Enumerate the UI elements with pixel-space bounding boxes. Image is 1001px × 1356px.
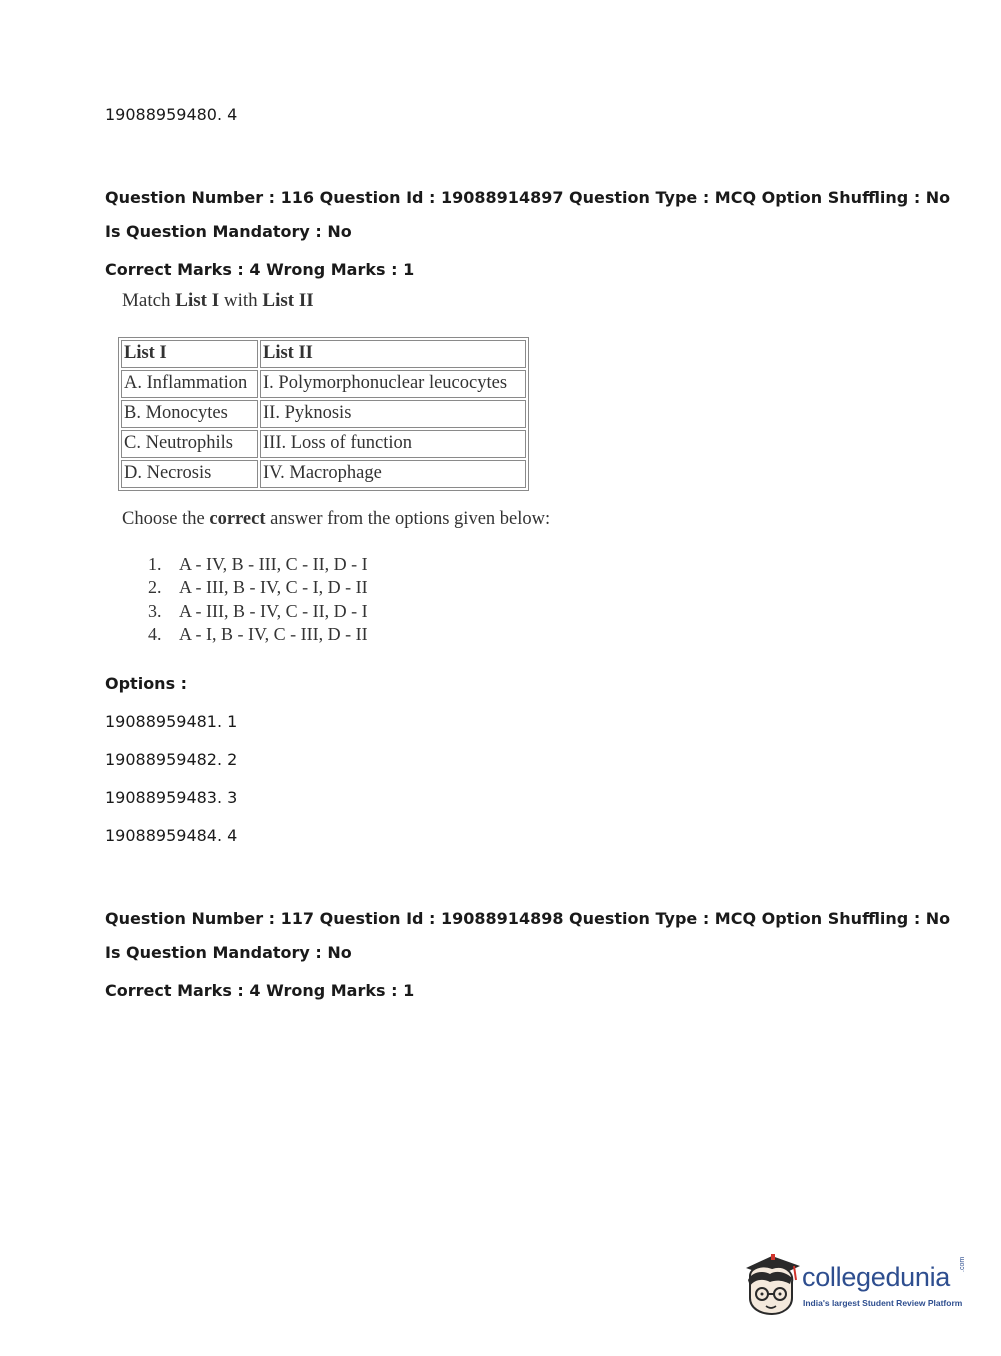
table-cell: B. Monocytes (121, 400, 258, 428)
question-image (118, 288, 598, 648)
answer-item: 4. A - I, B - IV, C - III, D - II (148, 623, 368, 644)
logo-brand: collegedunia (802, 1262, 951, 1292)
table-cell: I. Polymorphonuclear leucocytes (260, 370, 526, 398)
q116-marks: Correct Marks : 4 Wrong Marks : 1 (105, 260, 415, 279)
table-header-cell: List II (260, 340, 526, 368)
q116-header: Question Number : 116 Question Id : 19088914897 Question Type : MCQ Option Shuffling : No (105, 188, 951, 207)
intro-text: Match (122, 290, 176, 311)
table-cell: III. Loss of function (260, 430, 526, 458)
table-cell: D. Necrosis (121, 460, 258, 488)
table-row (121, 400, 526, 428)
table-cell: A. Inflammation (121, 370, 258, 398)
table-header-row (121, 340, 526, 368)
options-label: Options : (105, 674, 188, 693)
logo-com: .com (959, 1256, 966, 1272)
intro-list2: List II (262, 290, 314, 311)
option-item: 19088959481. 1 (105, 712, 238, 731)
option-item: 19088959483. 3 (105, 788, 238, 807)
choose-bold: correct (209, 509, 266, 529)
option-item: 19088959484. 4 (105, 826, 238, 845)
table-cell: C. Neutrophils (121, 430, 258, 458)
choose-text: answer from the options given below: (265, 509, 551, 529)
table-header-cell: List I (121, 340, 258, 368)
q117-mandatory: Is Question Mandatory : No (105, 943, 352, 962)
q116-mandatory: Is Question Mandatory : No (105, 222, 352, 241)
answer-list (148, 554, 368, 647)
collegedunia-logo (742, 1250, 972, 1320)
choose-instruction (122, 509, 550, 530)
table-row (121, 460, 526, 488)
intro-list1: List I (175, 290, 220, 311)
answer-item: 3. A - III, B - IV, C - II, D - I (148, 600, 368, 621)
match-table (118, 337, 529, 491)
q117-marks: Correct Marks : 4 Wrong Marks : 1 (105, 981, 415, 1000)
answer-item: 1. A - IV, B - III, C - II, D - I (148, 554, 368, 574)
table-row (121, 430, 526, 458)
prev-option: 19088959480. 4 (105, 105, 238, 124)
intro-text: with (219, 290, 263, 311)
question-intro (122, 290, 314, 312)
answer-item: 2. A - III, B - IV, C - I, D - II (148, 577, 368, 598)
option-item: 19088959482. 2 (105, 750, 238, 769)
q117-header: Question Number : 117 Question Id : 19088914898 Question Type : MCQ Option Shuffling : No (105, 909, 951, 928)
logo-tagline: India's largest Student Review Platform (803, 1298, 963, 1308)
mascot-icon (742, 1250, 804, 1320)
table-row (121, 370, 526, 398)
table-cell: II. Pyknosis (260, 400, 526, 428)
choose-text: Choose the (122, 509, 210, 529)
table-cell: IV. Macrophage (260, 460, 526, 488)
